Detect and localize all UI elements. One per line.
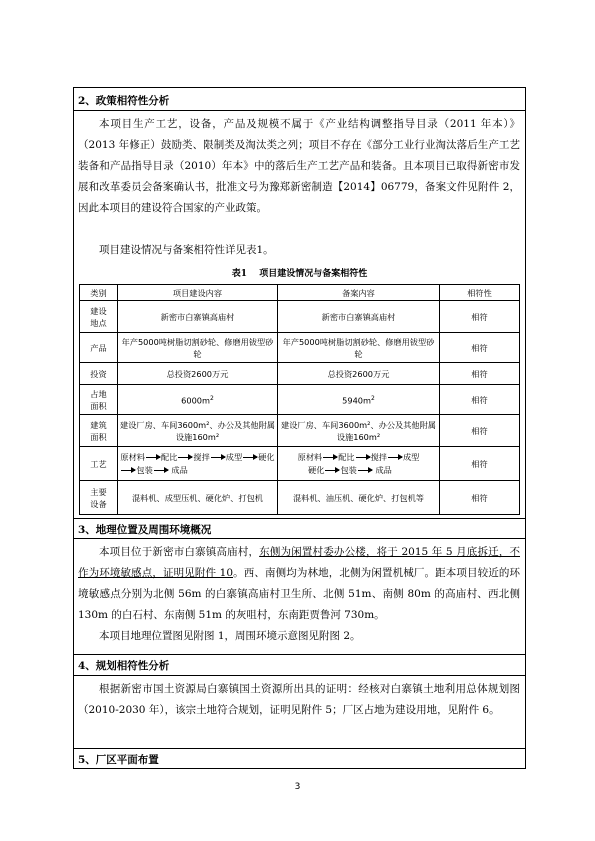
arrow-right-icon — [146, 457, 160, 458]
row-build: 新密市白寨镇高庙村 — [118, 301, 278, 333]
divider — [73, 518, 526, 519]
location-text: 本项目位于新密市白寨镇高庙村， — [99, 546, 260, 558]
row-record: 总投资2600万元 — [278, 363, 440, 385]
divider — [73, 748, 526, 749]
row-match: 相符 — [440, 447, 520, 481]
row-record: 建设厂房、车间3600m²、办公及其他附属设施160m² — [278, 415, 440, 447]
section-4-paragraph: 根据新密市国土资源局白寨镇国土资源所出具的证明：经核对白寨镇土地利用总体规划图（2010-2030 年），该宗土地符合规划，证明见附件 5；厂区占地为建设用地，见附件 6。 — [78, 683, 520, 716]
superscript: 2 — [370, 394, 375, 402]
row-build: 总投资2600万元 — [118, 363, 278, 385]
row-build: 建设厂房、车间3600m²、办公及其他附属设施160m² — [118, 415, 278, 447]
table-row — [80, 447, 520, 481]
build-area-value: 6000m — [181, 395, 210, 406]
process-step: 成品 — [375, 464, 392, 475]
process-step: 原材料 — [297, 451, 323, 462]
header-build-content: 项目建设内容 — [118, 285, 278, 301]
table-row — [80, 363, 520, 385]
row-match: 相符 — [440, 481, 520, 515]
arrow-right-icon — [121, 470, 135, 471]
row-build — [118, 385, 278, 415]
process-step: 原材料 — [120, 451, 145, 462]
section-3-figure-reference: 本项目地理位置图见附图 1，周围环境示意图见附图 2。 — [99, 630, 361, 642]
section-3-paragraph — [78, 542, 520, 626]
table-row — [80, 481, 520, 515]
arrow-right-icon — [178, 457, 192, 458]
header-category: 类别 — [80, 285, 118, 301]
divider — [73, 538, 526, 539]
row-category: 建筑 面积 — [80, 415, 118, 447]
row-record: 年产5000吨树脂切割砂轮、修磨用钹型砂轮 — [278, 333, 440, 363]
row-category: 投资 — [80, 363, 118, 385]
table-row — [80, 333, 520, 363]
location-surroundings: 。西、南侧均为林地，北侧为闲置机械厂。距本项目较近的环境敏感点分别为北侧 56m 的白寨镇高庙村卫生所、北侧 51m、南侧 80m 的高庙村、西北侧 130m 的白石村、东南侧 51m 的灰咀村，东南距贾鲁河 730m。 — [78, 567, 521, 621]
row-match: 相符 — [440, 385, 520, 415]
divider — [73, 654, 526, 655]
table-row — [80, 385, 520, 415]
arrow-right-icon — [325, 470, 339, 471]
table-row — [80, 301, 520, 333]
process-step: 包装 — [340, 464, 357, 475]
superscript: 2 — [209, 394, 214, 402]
row-record: 新密市白寨镇高庙村 — [278, 301, 440, 333]
row-build-process — [118, 447, 278, 481]
arrow-right-icon — [323, 457, 337, 458]
process-step: 配比 — [338, 451, 355, 462]
row-category: 工艺 — [80, 447, 118, 481]
row-match: 相符 — [440, 415, 520, 447]
arrow-right-icon — [388, 457, 402, 458]
header-match: 相符性 — [440, 285, 520, 301]
row-record — [278, 385, 440, 415]
section-4-heading: 4、规划相符性分析 — [78, 660, 170, 672]
header-record-content: 备案内容 — [278, 285, 440, 301]
arrow-right-icon — [356, 457, 370, 458]
section-2-paragraph: 本项目生产工艺，设备，产品及规模不属于《产业结构调整指导目录（2011 年本）》（2013 年修正）鼓励类、限制类及淘汰类之列；项目不存在《部分工业行业淘汰落后生产工艺装备和产品指导目录（2010）年本》中的落后生产工艺产品和装备。且本项目已取得新密市发展和改革委员会备案确认书，批准文号为豫郑新密制造【2014】06779，备案文件见附件 2，因此本项目的建设符合国家的产业政策。 — [78, 118, 520, 214]
row-build: 混料机、成型压机、硬化炉、打包机 — [118, 481, 278, 515]
process-flow-build — [120, 451, 274, 477]
record-area-value: 5940m — [342, 395, 371, 406]
row-match: 相符 — [440, 333, 520, 363]
section-2-heading: 2、政策相符性分析 — [78, 95, 170, 107]
process-flow-record — [298, 451, 420, 477]
process-step: 搅拌 — [193, 451, 210, 462]
arrow-right-icon — [154, 470, 168, 471]
section-5-heading: 5、厂区平面布置 — [78, 754, 159, 766]
process-step: 包装 — [136, 464, 153, 475]
table-row — [80, 415, 520, 447]
section-2-table-reference: 项目建设情况与备案相符性详见表1。 — [99, 244, 274, 256]
divider — [73, 110, 526, 111]
row-category: 占地 面积 — [80, 385, 118, 415]
process-step: 硬化 — [308, 464, 325, 475]
row-category: 主要 设备 — [80, 481, 118, 515]
arrow-right-icon — [358, 470, 372, 471]
row-category: 建设 地点 — [80, 301, 118, 333]
page-number: 3 — [294, 782, 301, 792]
divider — [73, 675, 526, 676]
process-step: 配比 — [161, 451, 178, 462]
row-record-process — [278, 447, 440, 481]
row-record: 混料机、油压机、硬化炉、打包机等 — [278, 481, 440, 515]
process-step: 成型 — [402, 451, 420, 462]
row-build: 年产5000吨树脂切割砂轮、修磨用钹型砂轮 — [118, 333, 278, 363]
table-caption: 表1 项目建设情况与备案相符性 — [231, 269, 368, 279]
process-step: 硬化 — [258, 451, 275, 462]
row-category: 产品 — [80, 333, 118, 363]
process-step: 成品 — [171, 464, 188, 475]
row-match: 相符 — [440, 363, 520, 385]
row-match: 相符 — [440, 301, 520, 333]
compliance-table — [79, 284, 520, 515]
underlined-note: 东侧为闲置村委办公楼，将于 2015 年 5 月底拆迁，不作为环境敏感点，证明见附件 10 — [78, 546, 520, 579]
arrow-right-icon — [243, 457, 257, 458]
process-step: 搅拌 — [370, 451, 387, 462]
arrow-right-icon — [211, 457, 225, 458]
table-header-row — [80, 285, 520, 301]
process-step: 成型 — [225, 451, 243, 462]
section-3-heading: 3、地理位置及周围环境概况 — [78, 524, 212, 536]
